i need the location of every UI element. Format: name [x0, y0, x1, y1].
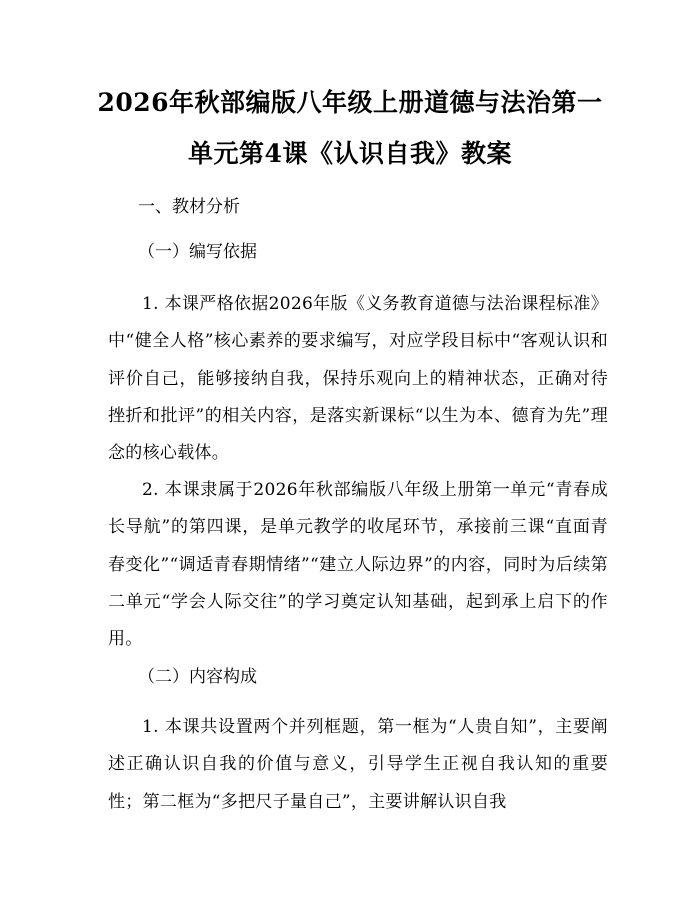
paragraph-content-structure: 1. 本课共设置两个并列框题，第一框为“人贵自知”，主要阐述正确认识自我的价值与意义，引导学生正视自我认知的重要性；第二框为“多把尺子量自己”，主要讲解认识自我 — [108, 717, 608, 812]
document-title-line-1: 2026年秋部编版八年级上册道德与法治第一 — [97, 88, 603, 117]
paragraph-curriculum-basis: 1. 本课严格依据2026年版《义务教育道德与法治课程标准》中“健全人格”核心素养的要求编写，对应学段目标中“客观认识和评价自己，能够接纳自我，保持乐观向上的精神状态，正确对待挫折和批评”的相关内容，是落实新课标“以生为本、德育为先”理念的核心载体。 — [108, 294, 608, 464]
paragraph-unit-position: 2. 本课隶属于2026年秋部编版八年级上册第一单元“青春成长导航”的第四课，是单元教学的收尾环节，承接前三课“直面青春变化”“调适青春期情绪”“建立人际边界”的内容，同时为后续第二单元“学会人际交往”的学习奠定认知基础，起到承上启下的作用。 — [108, 480, 608, 650]
document-title-line-2: 单元第4课《认识自我》教案 — [188, 139, 512, 168]
subsection-heading-writing-basis: （一）编写依据 — [138, 242, 257, 262]
subsection-heading-content-structure: （二）内容构成 — [138, 667, 257, 687]
section-heading-textbook-analysis: 一、教材分析 — [138, 197, 240, 217]
